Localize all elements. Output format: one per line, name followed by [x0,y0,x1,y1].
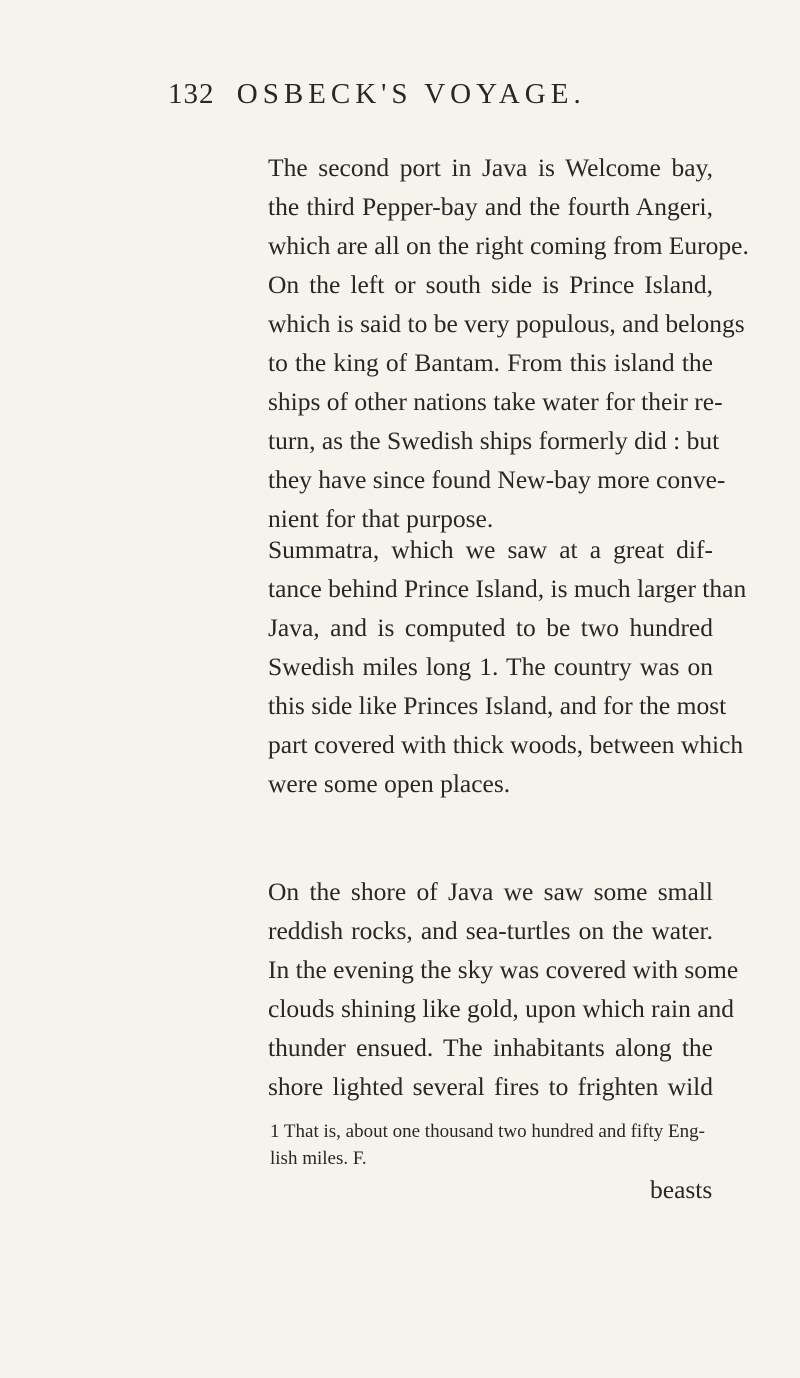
text-line: shore lighted several fires to frighten wild [268,1072,713,1101]
text-line: nient for that purpose. [268,504,494,533]
text-line: On the left or south side is Prince Island, [268,270,713,299]
text-line: Summatra, which we saw at a great dif- [268,535,713,564]
text-line: Swedish miles long 1. The country was on [268,652,713,681]
text-line: thunder ensued. The inhabitants along the [268,1033,713,1062]
page-number: 132 [168,78,215,110]
text-line: which is said to be very populous, and belongs [268,309,745,338]
running-header [168,78,688,118]
text-line: ships of other nations take water for their re- [268,387,723,416]
text-line: part covered with thick woods, between which [268,730,744,759]
catchword: beasts [650,1175,713,1204]
text-line: they have since found New-bay more conve- [268,465,726,494]
text-line: which are all on the right coming from Europe. [268,231,749,260]
text-line: were some open places. [268,769,511,798]
text-line: reddish rocks, and sea-turtles on the water. [268,916,713,945]
footnote-line: lish miles. F. [270,1148,367,1169]
footnote-line: 1 That is, about one thousand two hundred and fifty Eng- [270,1121,705,1142]
paragraph-2 [268,530,747,803]
text-line: In the evening the sky was covered with some [268,955,739,984]
text-line: the third Pepper-bay and the fourth Angeri, [268,192,713,221]
running-title: OSBECK'S VOYAGE. [236,78,586,110]
text-line: clouds shining like gold, upon which rain and [268,994,735,1023]
text-line: Java, and is computed to be two hundred [268,613,713,642]
text-line: this side like Princes Island, and for the most [268,691,727,720]
paragraph-1 [268,148,749,538]
text-line: tance behind Prince Island, is much larger than [268,574,747,603]
text-line: to the king of Bantam. From this island the [268,348,713,377]
footnote [270,1118,710,1172]
text-line: On the shore of Java we saw some small [268,877,713,906]
paragraph-3 [268,872,739,1106]
text-line: The second port in Java is Welcome bay, [268,153,713,182]
text-line: turn, as the Swedish ships formerly did : but [268,426,720,455]
